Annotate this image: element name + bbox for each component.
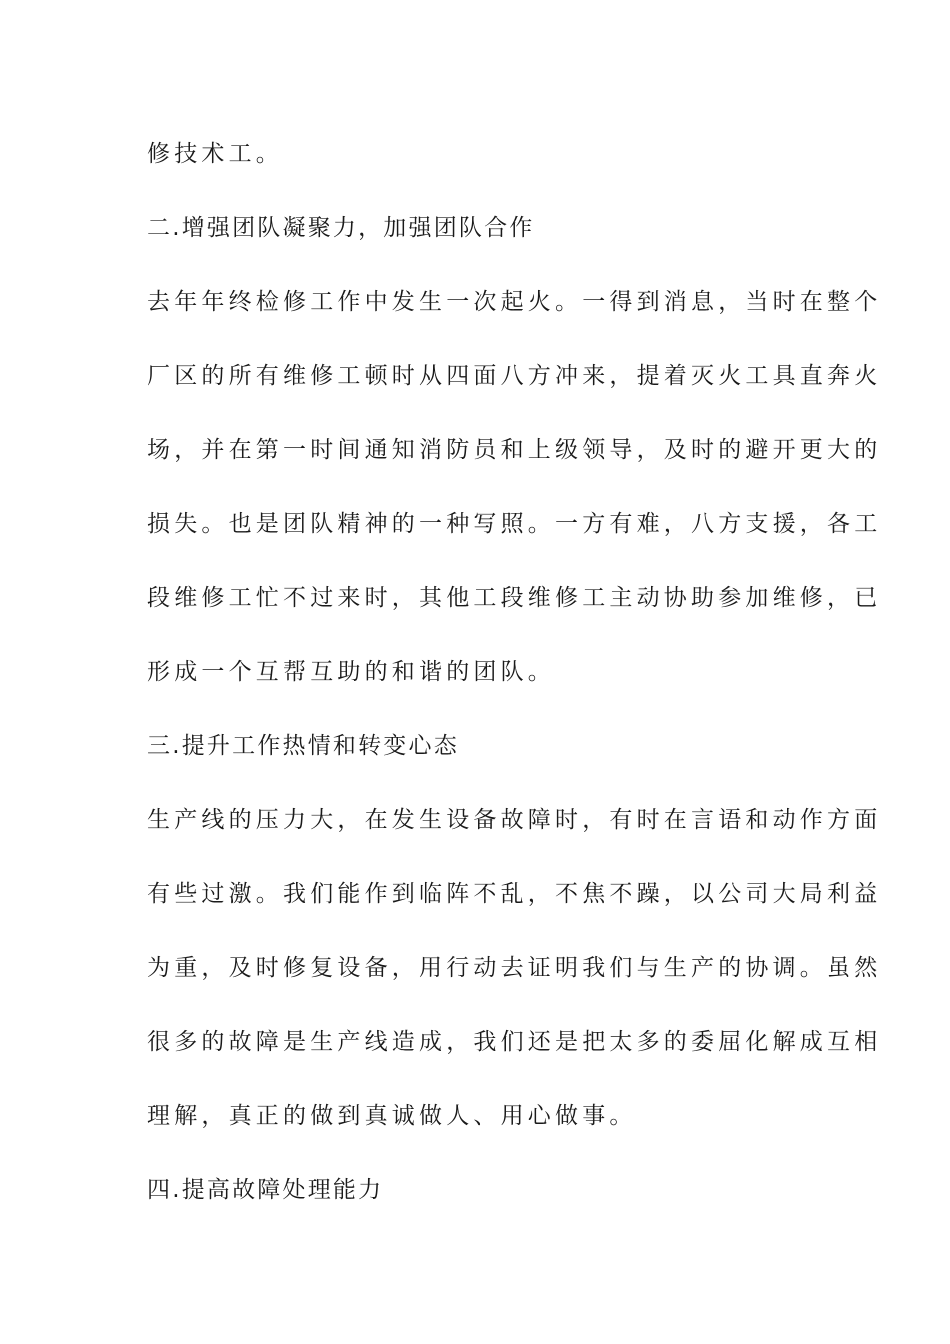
section-heading-3: 三.提升工作热情和转变心态 bbox=[147, 733, 459, 759]
paragraph-line: 形成一个互帮互助的和谐的团队。 bbox=[147, 659, 555, 685]
paragraph-line: 场，并在第一时间通知消防员和上级领导，及时的避开更大的 bbox=[147, 437, 882, 463]
paragraph-line: 段维修工忙不过来时，其他工段维修工主动协助参加维修，已 bbox=[147, 585, 882, 611]
section-heading-4: 四.提高故障处理能力 bbox=[147, 1177, 384, 1203]
paragraph-line: 厂区的所有维修工顿时从四面八方冲来，提着灭火工具直奔火 bbox=[147, 363, 882, 389]
section-heading-2: 二.增强团队凝聚力，加强团队合作 bbox=[147, 215, 535, 241]
paragraph-line: 损失。也是团队精神的一种写照。一方有难，八方支援，各工 bbox=[147, 511, 882, 537]
paragraph-line: 生产线的压力大，在发生设备故障时，有时在言语和动作方面 bbox=[147, 807, 882, 833]
paragraph-line: 有些过激。我们能作到临阵不乱，不焦不躁，以公司大局利益 bbox=[147, 881, 882, 907]
paragraph-line-continuation: 修技术工。 bbox=[147, 141, 283, 167]
paragraph-line: 很多的故障是生产线造成，我们还是把太多的委屈化解成互相 bbox=[147, 1029, 882, 1055]
paragraph-line: 为重，及时修复设备，用行动去证明我们与生产的协调。虽然 bbox=[147, 955, 882, 981]
paragraph-line: 去年年终检修工作中发生一次起火。一得到消息，当时在整个 bbox=[147, 289, 882, 315]
document-body bbox=[147, 127, 882, 1237]
paragraph-line: 理解，真正的做到真诚做人、用心做事。 bbox=[147, 1103, 637, 1129]
